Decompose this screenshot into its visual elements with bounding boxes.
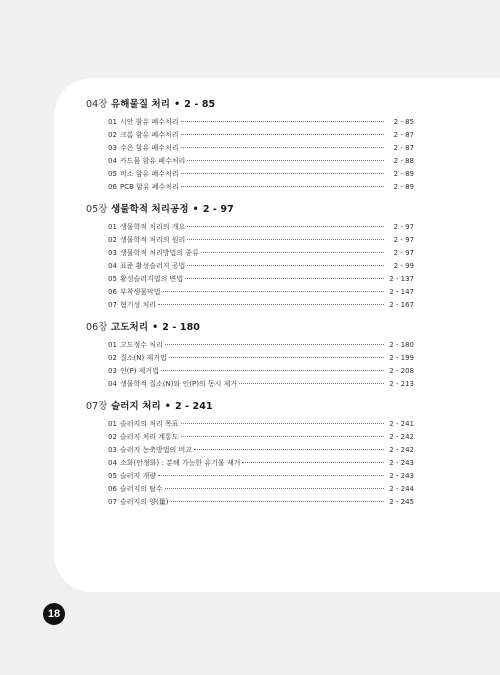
dot-leader <box>187 226 384 227</box>
entry-index: 02 <box>108 236 117 244</box>
toc-entry[interactable] <box>86 496 414 509</box>
entry-index: 02 <box>108 131 117 139</box>
entry-index: 03 <box>108 249 117 257</box>
entry-page: 2 - 97 <box>393 249 414 257</box>
toc-entry[interactable] <box>86 378 414 391</box>
entry-label: 시안 함유 폐수처리 <box>120 118 179 126</box>
entry-page: 2 - 88 <box>393 157 414 165</box>
toc-entry[interactable] <box>86 470 414 483</box>
entry-page: 2 - 97 <box>393 223 414 231</box>
entry-label: 수은 함유 폐수처리 <box>120 144 179 152</box>
entry-index: 03 <box>108 446 117 454</box>
chapter-page: 2 - 241 <box>174 401 213 412</box>
toc-entry[interactable] <box>86 168 414 181</box>
chapter-page: 2 - 97 <box>202 204 234 215</box>
chapter-number: 05장 <box>86 204 108 215</box>
dot-leader <box>171 501 385 502</box>
entry-index: 07 <box>108 498 117 506</box>
entry-label: 슬러지의 처리 목표 <box>120 420 179 428</box>
entry-page: 2 - 243 <box>389 459 414 467</box>
toc-entry[interactable] <box>86 142 414 155</box>
entry-page: 2 - 180 <box>389 341 414 349</box>
chapter-name: 유해물질 처리 <box>111 99 171 110</box>
entry-page: 2 - 241 <box>389 420 414 428</box>
dot-leader <box>181 173 384 174</box>
entry-page: 2 - 99 <box>393 262 414 270</box>
entry-label: 생물학적 처리방법의 종류 <box>120 249 199 257</box>
chapter-number: 04장 <box>86 99 108 110</box>
entry-label: 표준 활성슬러지 공법 <box>120 262 186 270</box>
entry-index: 03 <box>108 144 117 152</box>
chapter-name: 고도처리 <box>111 322 149 333</box>
entry-page: 2 - 87 <box>393 144 414 152</box>
entry-label: 고도정수 처리 <box>120 341 163 349</box>
entry-page: 2 - 245 <box>389 498 414 506</box>
toc-entry[interactable] <box>86 418 414 431</box>
entry-label: 슬러지 개량 <box>120 472 157 480</box>
entry-index: 02 <box>108 433 117 441</box>
chapter-number: 07장 <box>86 401 108 412</box>
dot-leader <box>165 344 384 345</box>
dot-leader <box>201 252 384 253</box>
entry-page: 2 - 244 <box>389 485 414 493</box>
entry-label: 활성슬러지법의 변법 <box>120 275 184 283</box>
entry-page: 2 - 213 <box>389 380 414 388</box>
toc-entry[interactable] <box>86 444 414 457</box>
entry-label: 카드뮴 함유 폐수처리 <box>120 157 186 165</box>
entry-page: 2 - 199 <box>389 354 414 362</box>
dot-leader <box>181 121 384 122</box>
entry-page: 2 - 137 <box>389 275 414 283</box>
table-of-contents <box>86 98 414 518</box>
entry-label: 생물학적 처리의 원리 <box>120 236 186 244</box>
entry-page: 2 - 87 <box>393 131 414 139</box>
entry-index: 06 <box>108 485 117 493</box>
toc-entry[interactable] <box>86 116 414 129</box>
toc-entry[interactable] <box>86 286 414 299</box>
entry-page: 2 - 167 <box>389 301 414 309</box>
entry-index: 06 <box>108 183 117 191</box>
chapter-title[interactable] <box>86 321 414 335</box>
bullet-dot: • <box>192 204 199 215</box>
toc-entry[interactable] <box>86 339 414 352</box>
toc-entry[interactable] <box>86 431 414 444</box>
entry-page: 2 - 147 <box>389 288 414 296</box>
toc-entry[interactable] <box>86 260 414 273</box>
dot-leader <box>169 357 384 358</box>
entry-page: 2 - 97 <box>393 236 414 244</box>
entry-page: 2 - 243 <box>389 472 414 480</box>
dot-leader <box>181 134 384 135</box>
bullet-dot: • <box>152 322 159 333</box>
entry-label: 소화(안정화) : 분해 가능한 유기물 제거 <box>120 459 241 467</box>
dot-leader <box>181 147 384 148</box>
dot-leader <box>194 449 384 450</box>
entry-page: 2 - 242 <box>389 446 414 454</box>
dot-leader <box>161 370 384 371</box>
bullet-dot: • <box>164 401 171 412</box>
chapter-title[interactable] <box>86 400 414 414</box>
dot-leader <box>181 186 384 187</box>
dot-leader <box>187 265 384 266</box>
toc-entry[interactable] <box>86 457 414 470</box>
dot-leader <box>158 304 384 305</box>
dot-leader <box>187 160 384 161</box>
entry-index: 02 <box>108 354 117 362</box>
dot-leader <box>165 488 384 489</box>
dot-leader <box>163 291 384 292</box>
entry-page: 2 - 89 <box>393 183 414 191</box>
entry-index: 04 <box>108 262 117 270</box>
chapter-05 <box>86 203 414 312</box>
chapter-title[interactable] <box>86 98 414 112</box>
chapter-page: 2 - 85 <box>184 99 216 110</box>
entry-index: 01 <box>108 341 117 349</box>
entry-label: 크롬 함유 폐수처리 <box>120 131 179 139</box>
entry-index: 05 <box>108 275 117 283</box>
entry-index: 03 <box>108 367 117 375</box>
page-number-badge: 18 <box>43 603 65 625</box>
dot-leader <box>181 423 384 424</box>
chapter-07 <box>86 400 414 509</box>
chapter-04 <box>86 98 414 194</box>
entry-label: 슬러지 농축방법의 비교 <box>120 446 193 454</box>
entry-label: PCB 함유 폐수처리 <box>120 183 179 191</box>
entry-label: 비소 함유 폐수처리 <box>120 170 179 178</box>
toc-entry[interactable] <box>86 234 414 247</box>
toc-entry[interactable] <box>86 299 414 312</box>
dot-leader <box>242 462 384 463</box>
toc-entry[interactable] <box>86 365 414 378</box>
entry-index: 04 <box>108 157 117 165</box>
chapter-page: 2 - 180 <box>162 322 200 333</box>
chapter-name: 생물학적 처리공정 <box>111 204 189 215</box>
toc-entry[interactable] <box>86 129 414 142</box>
dot-leader <box>158 475 384 476</box>
entry-label: 질소(N) 제거법 <box>120 354 167 362</box>
entry-index: 04 <box>108 380 117 388</box>
entry-index: 01 <box>108 223 117 231</box>
entry-label: 부착생물막법 <box>120 288 161 296</box>
entry-index: 01 <box>108 118 117 126</box>
entry-index: 07 <box>108 301 117 309</box>
chapter-title[interactable] <box>86 203 414 217</box>
toc-entry[interactable] <box>86 483 414 496</box>
toc-entry[interactable] <box>86 352 414 365</box>
entry-page: 2 - 208 <box>389 367 414 375</box>
entry-index: 01 <box>108 420 117 428</box>
chapter-number: 06장 <box>86 322 108 333</box>
entry-page: 2 - 242 <box>389 433 414 441</box>
entry-label: 슬러지 처리 계통도 <box>120 433 179 441</box>
toc-entry[interactable] <box>86 247 414 260</box>
entry-index: 06 <box>108 288 117 296</box>
entry-page: 2 - 85 <box>393 118 414 126</box>
chapter-name: 슬러지 처리 <box>111 401 161 412</box>
dot-leader <box>185 278 384 279</box>
chapter-06 <box>86 321 414 391</box>
entry-page: 2 - 89 <box>393 170 414 178</box>
entry-label: 혐기성 처리 <box>120 301 157 309</box>
dot-leader <box>181 436 384 437</box>
entry-index: 04 <box>108 459 117 467</box>
toc-entry[interactable] <box>86 155 414 168</box>
entry-label: 슬러지의 탈수 <box>120 485 163 493</box>
entry-label: 생물학적 질소(N)와 인(P)의 동시 제거 <box>120 380 238 388</box>
entry-label: 인(P) 제거법 <box>120 367 159 375</box>
bullet-dot: • <box>174 99 181 110</box>
dot-leader <box>187 239 384 240</box>
entry-index: 05 <box>108 170 117 178</box>
toc-entry[interactable] <box>86 221 414 234</box>
toc-entry[interactable] <box>86 273 414 286</box>
entry-label: 생물학적 처리의 개요 <box>120 223 186 231</box>
toc-entry[interactable] <box>86 181 414 194</box>
dot-leader <box>239 383 384 384</box>
entry-label: 슬러지의 양(量) <box>120 498 169 506</box>
entry-index: 05 <box>108 472 117 480</box>
